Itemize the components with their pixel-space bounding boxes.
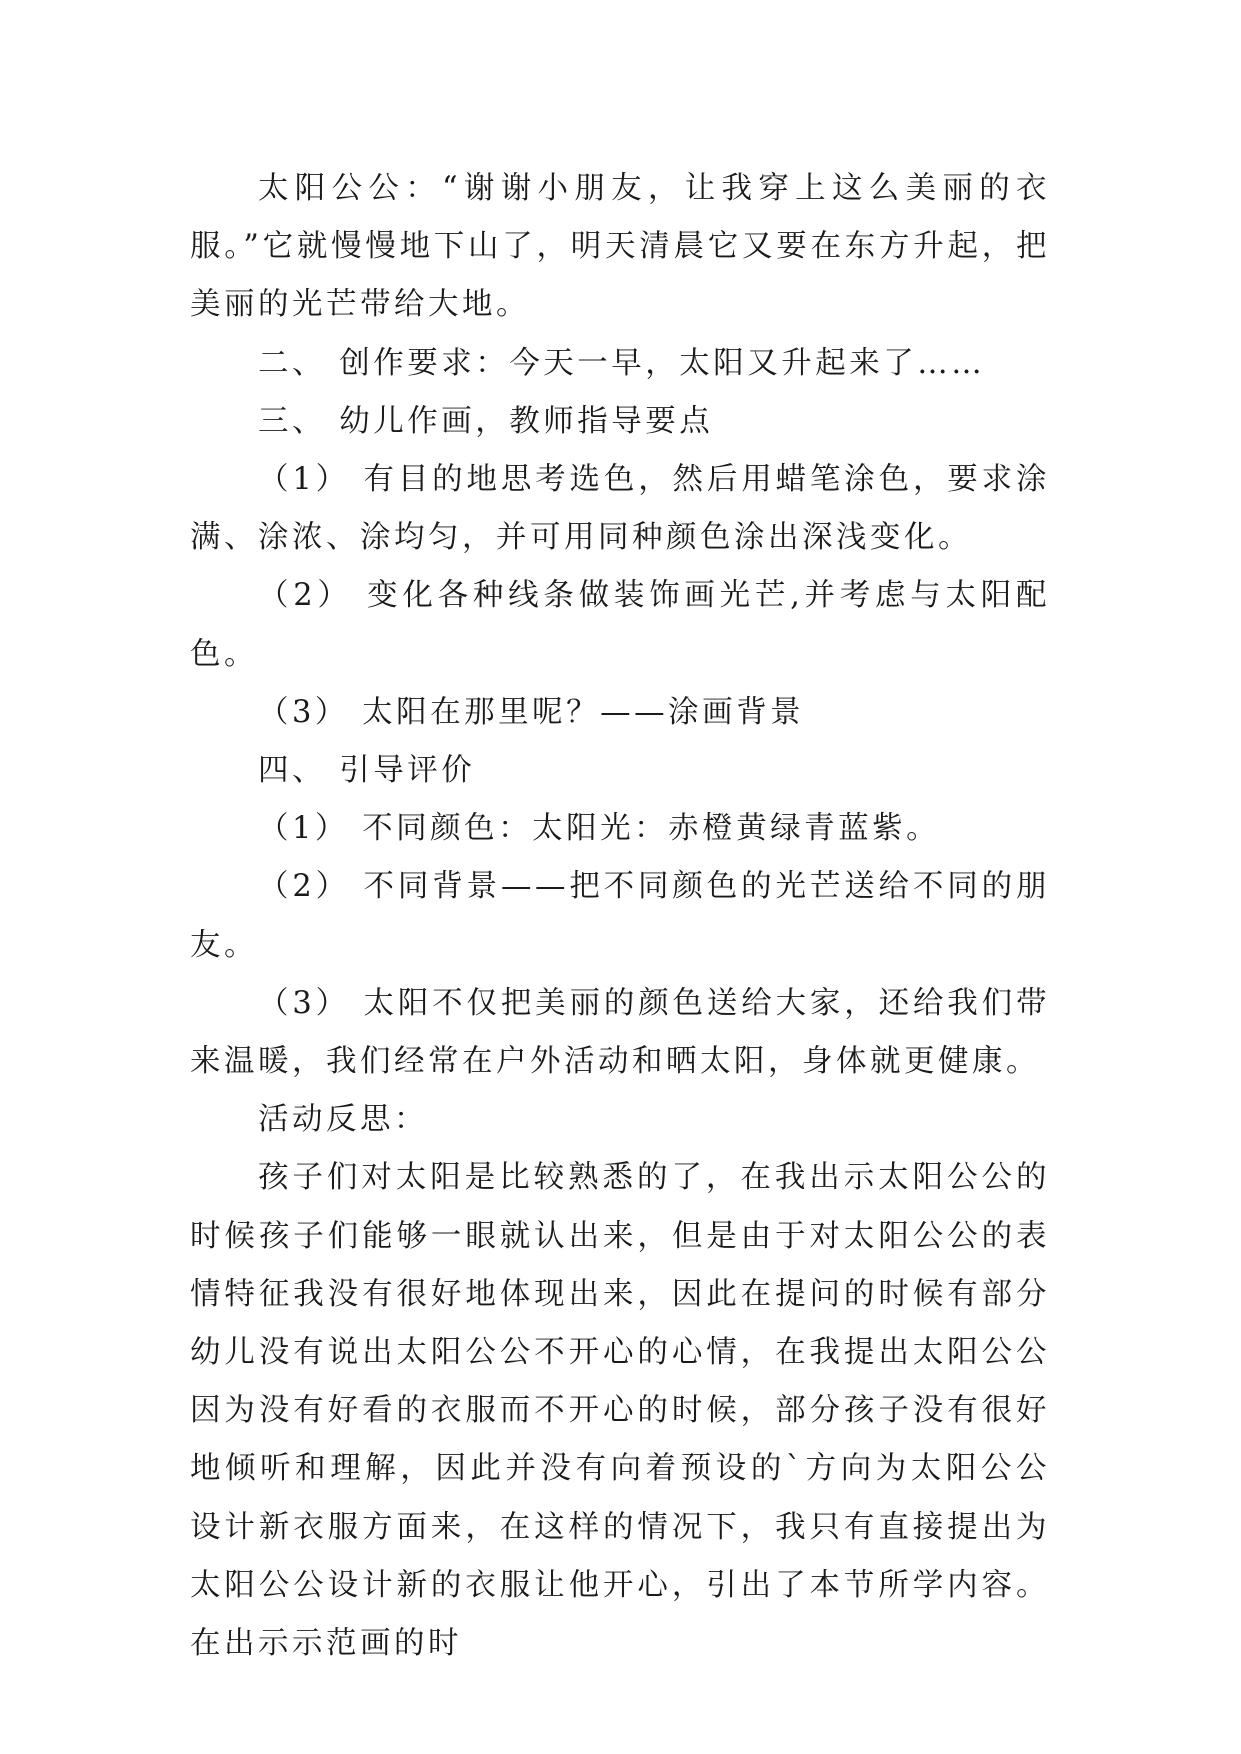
paragraph-section-2-heading: 二、 创作要求：今天一早，太阳又升起来了……	[258, 345, 986, 381]
paragraph-section-3-heading: 三、 幼儿作画，教师指导要点	[258, 403, 714, 439]
paragraph-section-4-item-2: （2） 不同背景——把不同颜色的光芒送给不同的朋友。	[190, 869, 1050, 963]
paragraph-section-3-item-1: （1） 有目的地思考选色，然后用蜡笔涂色，要求涂满、涂浓、涂均匀，并可用同种颜色涂出深浅变化。	[190, 462, 1050, 556]
paragraph-reflection-body: 孩子们对太阳是比较熟悉的了，在我出示太阳公公的时候孩子们能够一眼就认出来，但是由于对太阳公公的表情特征我没有很好地体现出来，因此在提问的时候有部分幼儿没有说出太阳公公不开心的心情，在我提出太阳公公因为没有好看的衣服而不开心的时候，部分孩子没有很好地倾听和理解，因此并没有向着预设的`方向为太阳公公设计新衣服方面来，在这样的情况下，我只有直接提出为太阳公公设计新的衣服让他开心，引出了本节所学内容。在出示示范画的时	[190, 1160, 1050, 1662]
paragraph-section-3-item-3: （3） 太阳在那里呢？——涂画背景	[258, 694, 805, 730]
paragraph-section-3-item-2: （2） 变化各种线条做装饰画光芒,并考虑与太阳配色。	[190, 578, 1050, 672]
paragraph-section-4-heading: 四、 引导评价	[258, 753, 476, 789]
paragraph-section-4-item-3: （3） 太阳不仅把美丽的颜色送给大家，还给我们带来温暖，我们经常在户外活动和晒太阳，身体就更健康。	[190, 985, 1050, 1080]
document-body	[190, 160, 1050, 1673]
paragraph-section-4-item-1: （1） 不同颜色：太阳光：赤橙黄绿青蓝紫。	[258, 811, 941, 847]
paragraph-reflection-heading: 活动反思：	[258, 1102, 428, 1138]
paragraph-sun-thanks: 太阳公公：“谢谢小朋友，让我穿上这么美丽的衣服。”它就慢慢地下山了，明天清晨它又要在东方升起，把美丽的光芒带给大地。	[190, 171, 1050, 323]
